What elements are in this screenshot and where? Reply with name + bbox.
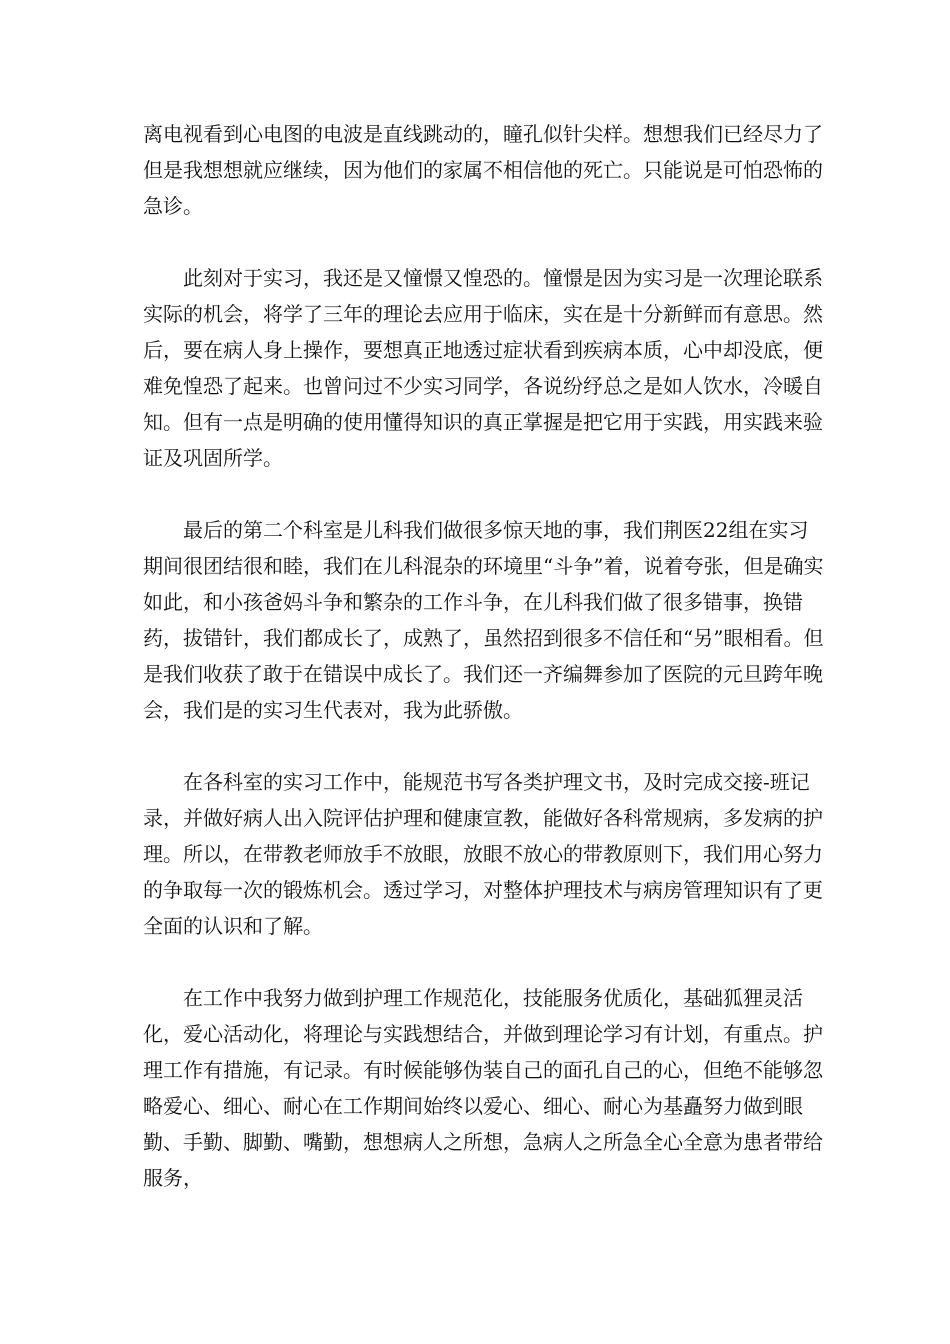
paragraph-nursing-documents: 在各科室的实习工作中，能规范书写各类护理文书，及时完成交接-班记录，并做好病人出入院评估护理和健康宣教，能做好各科常规病，多发病的护理。所以，在带教老师放手不放眼，放眼不放心的带教原则下，我们用心努力的争取每一次的锻炼机会。透过学习，对整体护理技术与病房管理知识有了更全面的认识和了解。 [143, 770, 823, 938]
paragraph-pediatrics: 最后的第二个科室是儿科我们做很多惊天地的事，我们荆医22组在实习期间很团结很和睦，我们在儿科混杂的环境里“斗争”着，说着夸张，但是确实如此，和小孩爸妈斗争和繁杂的工作斗争，在儿科我们做了很多错事，换错药，拔错针，我们都成长了，成熟了，虽然招到很多不信任和“另”眼相看。但是我们收获了敢于在错误中成长了。我们还一齐编舞参加了医院的元旦跨年晚会，我们是的实习生代表对，我为此骄傲。 [143, 518, 824, 722]
paragraph-work-standards: 在工作中我努力做到护理工作规范化，技能服务优质化，基础狐狸灵活化，爱心活动化，将理论与实践想结合，并做到理论学习有计划，有重点。护理工作有措施，有记录。有时候能够伪装自己的面孔自己的心，但绝不能够忽略爱心、细心、耐心在工作期间始终以爱心、细心、耐心为基矗努力做到眼勤、手勤、脚勤、嘴勤，想想病人之所想，急病人之所急全心全意为患者带给服务， [143, 986, 823, 1190]
paragraph-gap [143, 944, 825, 980]
paragraph-continued: 离电视看到心电图的电波是直线跳动的，瞳孔似针尖样。想想我们已经尽力了但是我想想就应继续，因为他们的家属不相信他的死亡。只能说是可怕恐怖的急诊。 [143, 122, 823, 218]
paragraph-gap [143, 224, 825, 260]
paragraph-internship-feelings: 此刻对于实习，我还是又憧憬又惶恐的。憧憬是因为实习是一次理论联系实际的机会，将学了三年的理论去应用于临床，实在是十分新鲜而有意思。然后，要在病人身上操作，要想真正地透过症状看到疾病本质，心中却没底，便难免惶恐了起来。也曾问过不少实习同学，各说纷纾总之是如人饮水，冷暖自知。但有一点是明确的使用懂得知识的真正掌握是把它用于实践，用实践来验证及巩固所学。 [143, 266, 823, 470]
paragraph-gap [143, 476, 825, 512]
document-body [143, 116, 825, 1196]
paragraph-gap [143, 728, 825, 764]
